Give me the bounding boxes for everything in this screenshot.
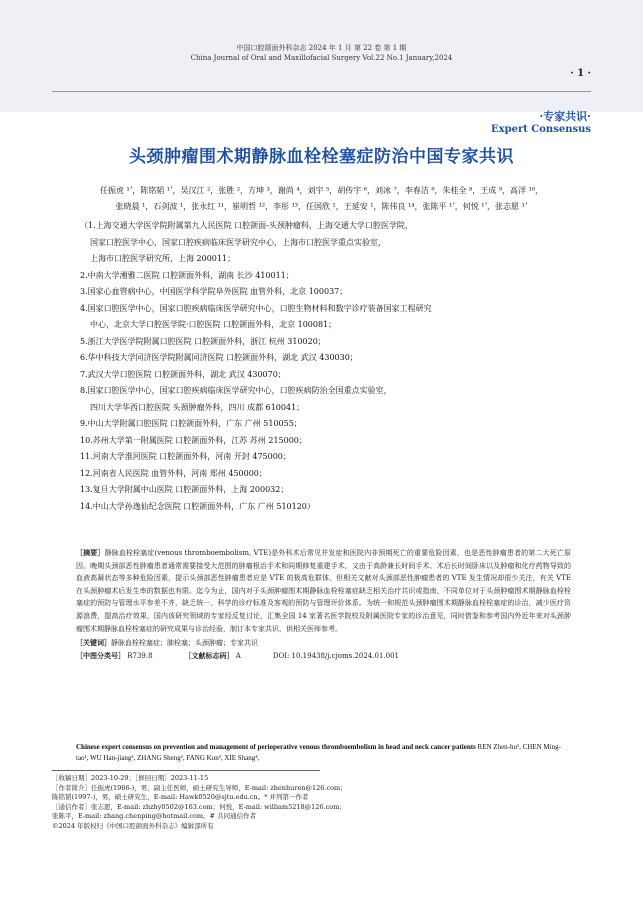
- footnote-line: ［作者简介］任振虎(1986-)，男，副主任医师，硕士研究生导师，E-mail: zhenhuren@126.com；: [52, 783, 347, 792]
- affiliation-7: [80, 367, 587, 384]
- footnote-line: ©2024 年版权归《中国口腔颌面外科杂志》编辑部所有: [52, 821, 214, 830]
- footnotes: [52, 774, 583, 831]
- affiliation-line: 6.华中科技大学同济医学院附属同济医院 口腔颌面外科，湖北 武汉 430030；: [80, 353, 358, 362]
- footnote-rule: [52, 770, 320, 771]
- english-heading: [76, 742, 571, 764]
- affiliation-11: [80, 449, 587, 466]
- section-label-cn: ·专家共识·: [539, 110, 591, 123]
- keywords-text: 静脉血栓栓塞症；肺栓塞；头颈肿瘤；专家共识: [111, 639, 258, 648]
- clc-label: ［中图分类号］: [76, 650, 125, 660]
- abstract-text: 静脉血栓栓塞症(venous thromboembolism, VTE)是外科术后常见并发症和医院内非预期死亡的重要危险因素，也是恶性肿瘤患者的第二大死亡原因。晚期头颈部恶性肿瘤患者通常需要接受大范围的肿瘤根治手术和同期修复重建手术，又由于高龄兼长时间手术、术后长时间卧床以及肿瘤和化疗药物导致的血液高凝状态等多种危险因素，提示头颈部恶性肿瘤患者应是 VTE 的极高危群体，但相关文献对头颈部恶性肿瘤患者的 VTE 发生情况却很少关注，有关 VTE 在头颈肿瘤术后发生率的数据也有限。迄今为止，国内对于头颈肿瘤围术期静脉血栓栓塞症缺乏相关治疗共识或指南，不同单位对于头颈肿瘤围术期静脉血栓栓塞症的预防与管理水平参差不齐，缺乏统一、科学的诊疗标准及客观的预防与管理评价体系。为统一和规范头颈肿瘤围术期静脉血栓栓塞症的诊治，减少医疗资源浪费，提高治疗效果，国内该研究领域的专家经反复讨论，汇集全国 14 家著名医学院校及附属医院专家的诊治意见，同时借鉴和参考国内外近年来对头颈肿瘤围术期静脉血栓栓塞症的研究成果与诊治经验，制订本专家共识，供相关医师参考。: [76, 549, 571, 633]
- affiliation-line: 5.浙江大学医学院附属口腔医院 口腔颌面外科，浙江 杭州 310020；: [80, 336, 326, 346]
- header-rule: [52, 91, 591, 92]
- section-label-en: Expert Consensus: [491, 124, 591, 135]
- affiliation-line: 3.国家心血管病中心，中国医学科学院阜外医院 血管外科，北京 100037；: [80, 287, 348, 296]
- running-header: [0, 43, 643, 63]
- affiliation-1: [80, 218, 587, 268]
- affiliation-line: 12.河南省人民医院 血管外科，河南 郑州 450000；: [80, 468, 267, 478]
- page-number: · 1 ·: [570, 68, 591, 79]
- journal-cn: 中国口腔颌面外科杂志 2024 年 1 月 第 22 卷 第 1 期: [236, 44, 407, 52]
- footnote-line: 张陈平，E-mail: zhang.chenping@hotmail.com。# 共同通信作者: [52, 812, 257, 820]
- affiliation-12: [80, 466, 587, 483]
- affiliation-line: 8.国家口腔医学中心，国家口腔疾病临床医学研究中心，口腔疾病防治全国重点实验室，: [80, 386, 392, 395]
- footnote-line: ［通信作者］张志愿，E-mail: zhzhy0502@163.com；何悦，E-mail: william5218@126.com；: [52, 802, 346, 811]
- footnote-line: 陈铭韬(1997-)，男，硕士研究生，E-mail: Hawk0520@sjtu.edu.cn。* 并列第一作者: [52, 793, 309, 801]
- affiliation-line: 11.河南大学淮河医院 口腔颌面外科，河南 开封 475000；: [80, 452, 291, 461]
- affiliation-3: [80, 284, 587, 301]
- affiliation-line: （1.上海交通大学医学院附属第九人民医院 口腔颌面-头颈肿瘤科，上海交通大学口腔医学院，: [80, 221, 413, 230]
- affiliation-6: [80, 350, 587, 367]
- affiliation-line: 13.复旦大学附属中山医院 口腔颌面外科，上海 200032；: [80, 485, 289, 494]
- english-authors: REN Zhen-hu¹, CHEN Ming-tao¹, WU Han-jiang², ZHANG Sheng², FANG Kun³, XIE Shang⁴,: [76, 743, 561, 762]
- keywords-label: ［关键词］: [76, 638, 111, 648]
- journal-en: China Journal of Oral and Maxillofacial Surgery Vol.22 No.1 January,2024: [190, 54, 453, 62]
- affiliation-line: 14.中山大学孙逸仙纪念医院 口腔颌面外科，广东 广州 510120）: [80, 501, 315, 511]
- affiliation-13: [80, 482, 587, 499]
- affiliation-line: 2.中南大学湘雅二医院 口腔颌面外科，湖南 长沙 410011；: [80, 270, 294, 280]
- abstract-label: ［摘要］: [76, 548, 105, 557]
- affiliation-line: 4.国家口腔医学中心，国家口腔疾病临床医学研究中心，口腔生物材料和数字诊疗装备国家工程研究: [80, 303, 432, 313]
- affiliation-line: 10.苏州大学第一附属医院 口腔颌面外科，江苏 苏州 215000；: [80, 435, 307, 445]
- affiliation-2: [80, 268, 587, 285]
- author-line: 任振虎 ¹ʼ，陈铭韬 ¹ʼ，吴汉江 ²，张胜 ²，方坤 ³，谢尚 ⁴，刘宇 ⁵，胡传宇 ⁶，刘冰 ⁷，李春洁 ⁸，朱桂全 ⁸，王成 ⁹，高洋 ¹⁰，: [99, 186, 544, 195]
- affiliation-line: 9.中山大学附属口腔医院 口腔颌面外科，广东 广州 510055；: [80, 419, 302, 428]
- affiliation-line: 7.武汉大学口腔医院 口腔颌面外科，湖北 武汉 430070；: [80, 369, 286, 379]
- affiliation-5: [80, 334, 587, 351]
- footnote-line: ［收稿日期］2023-10-29；［修回日期］2023-11-15: [52, 774, 209, 782]
- classification-row: [76, 650, 571, 663]
- abstract: [76, 547, 571, 635]
- abstract-block: [76, 547, 571, 662]
- author-line: 张晓晨 ¹，石剑波 ¹，张永红 ¹¹，崔明哲 ¹²，李彤 ¹³，任国欣 ¹，王延安 ¹，陈伟良 ¹⁴，张陈平 ¹ʼ，何悦 ¹ʼ，张志愿 ¹ʼ: [115, 202, 528, 211]
- keywords: [76, 637, 571, 650]
- doi: DOI: 10.19438/j.cjoms.2024.01.001: [272, 651, 399, 660]
- affiliations: [80, 218, 587, 515]
- affiliation-10: [80, 433, 587, 450]
- doc-code-value: A: [235, 651, 241, 660]
- english-title: Chinese expert consensus on prevention and management of perioperative venous thromboembolism in head and neck cancer patients: [76, 743, 476, 751]
- doc-code-label: ［文献标志码］: [184, 650, 234, 660]
- affiliation-line: 四川大学华西口腔医院 头颈肿瘤外科，四川 成都 610041；: [90, 402, 305, 412]
- affiliation-14: [80, 499, 587, 516]
- affiliation-8: [80, 383, 587, 416]
- author-list: [52, 183, 591, 215]
- article-title: 头颈肿瘤围术期静脉血栓栓塞症防治中国专家共识: [129, 147, 514, 167]
- clc-value: R739.8: [127, 651, 153, 660]
- affiliation-line: 国家口腔医学中心，国家口腔疾病临床医学研究中心，上海市口腔医学重点实验室，: [90, 237, 386, 247]
- affiliation-line: 中心，北京大学口腔医学院·口腔医院 口腔颌面外科，北京 100081；: [90, 320, 337, 329]
- affiliation-4: [80, 301, 587, 334]
- affiliation-line: 上海市口腔医学研究所，上海 200011；: [90, 254, 236, 263]
- affiliation-9: [80, 416, 587, 433]
